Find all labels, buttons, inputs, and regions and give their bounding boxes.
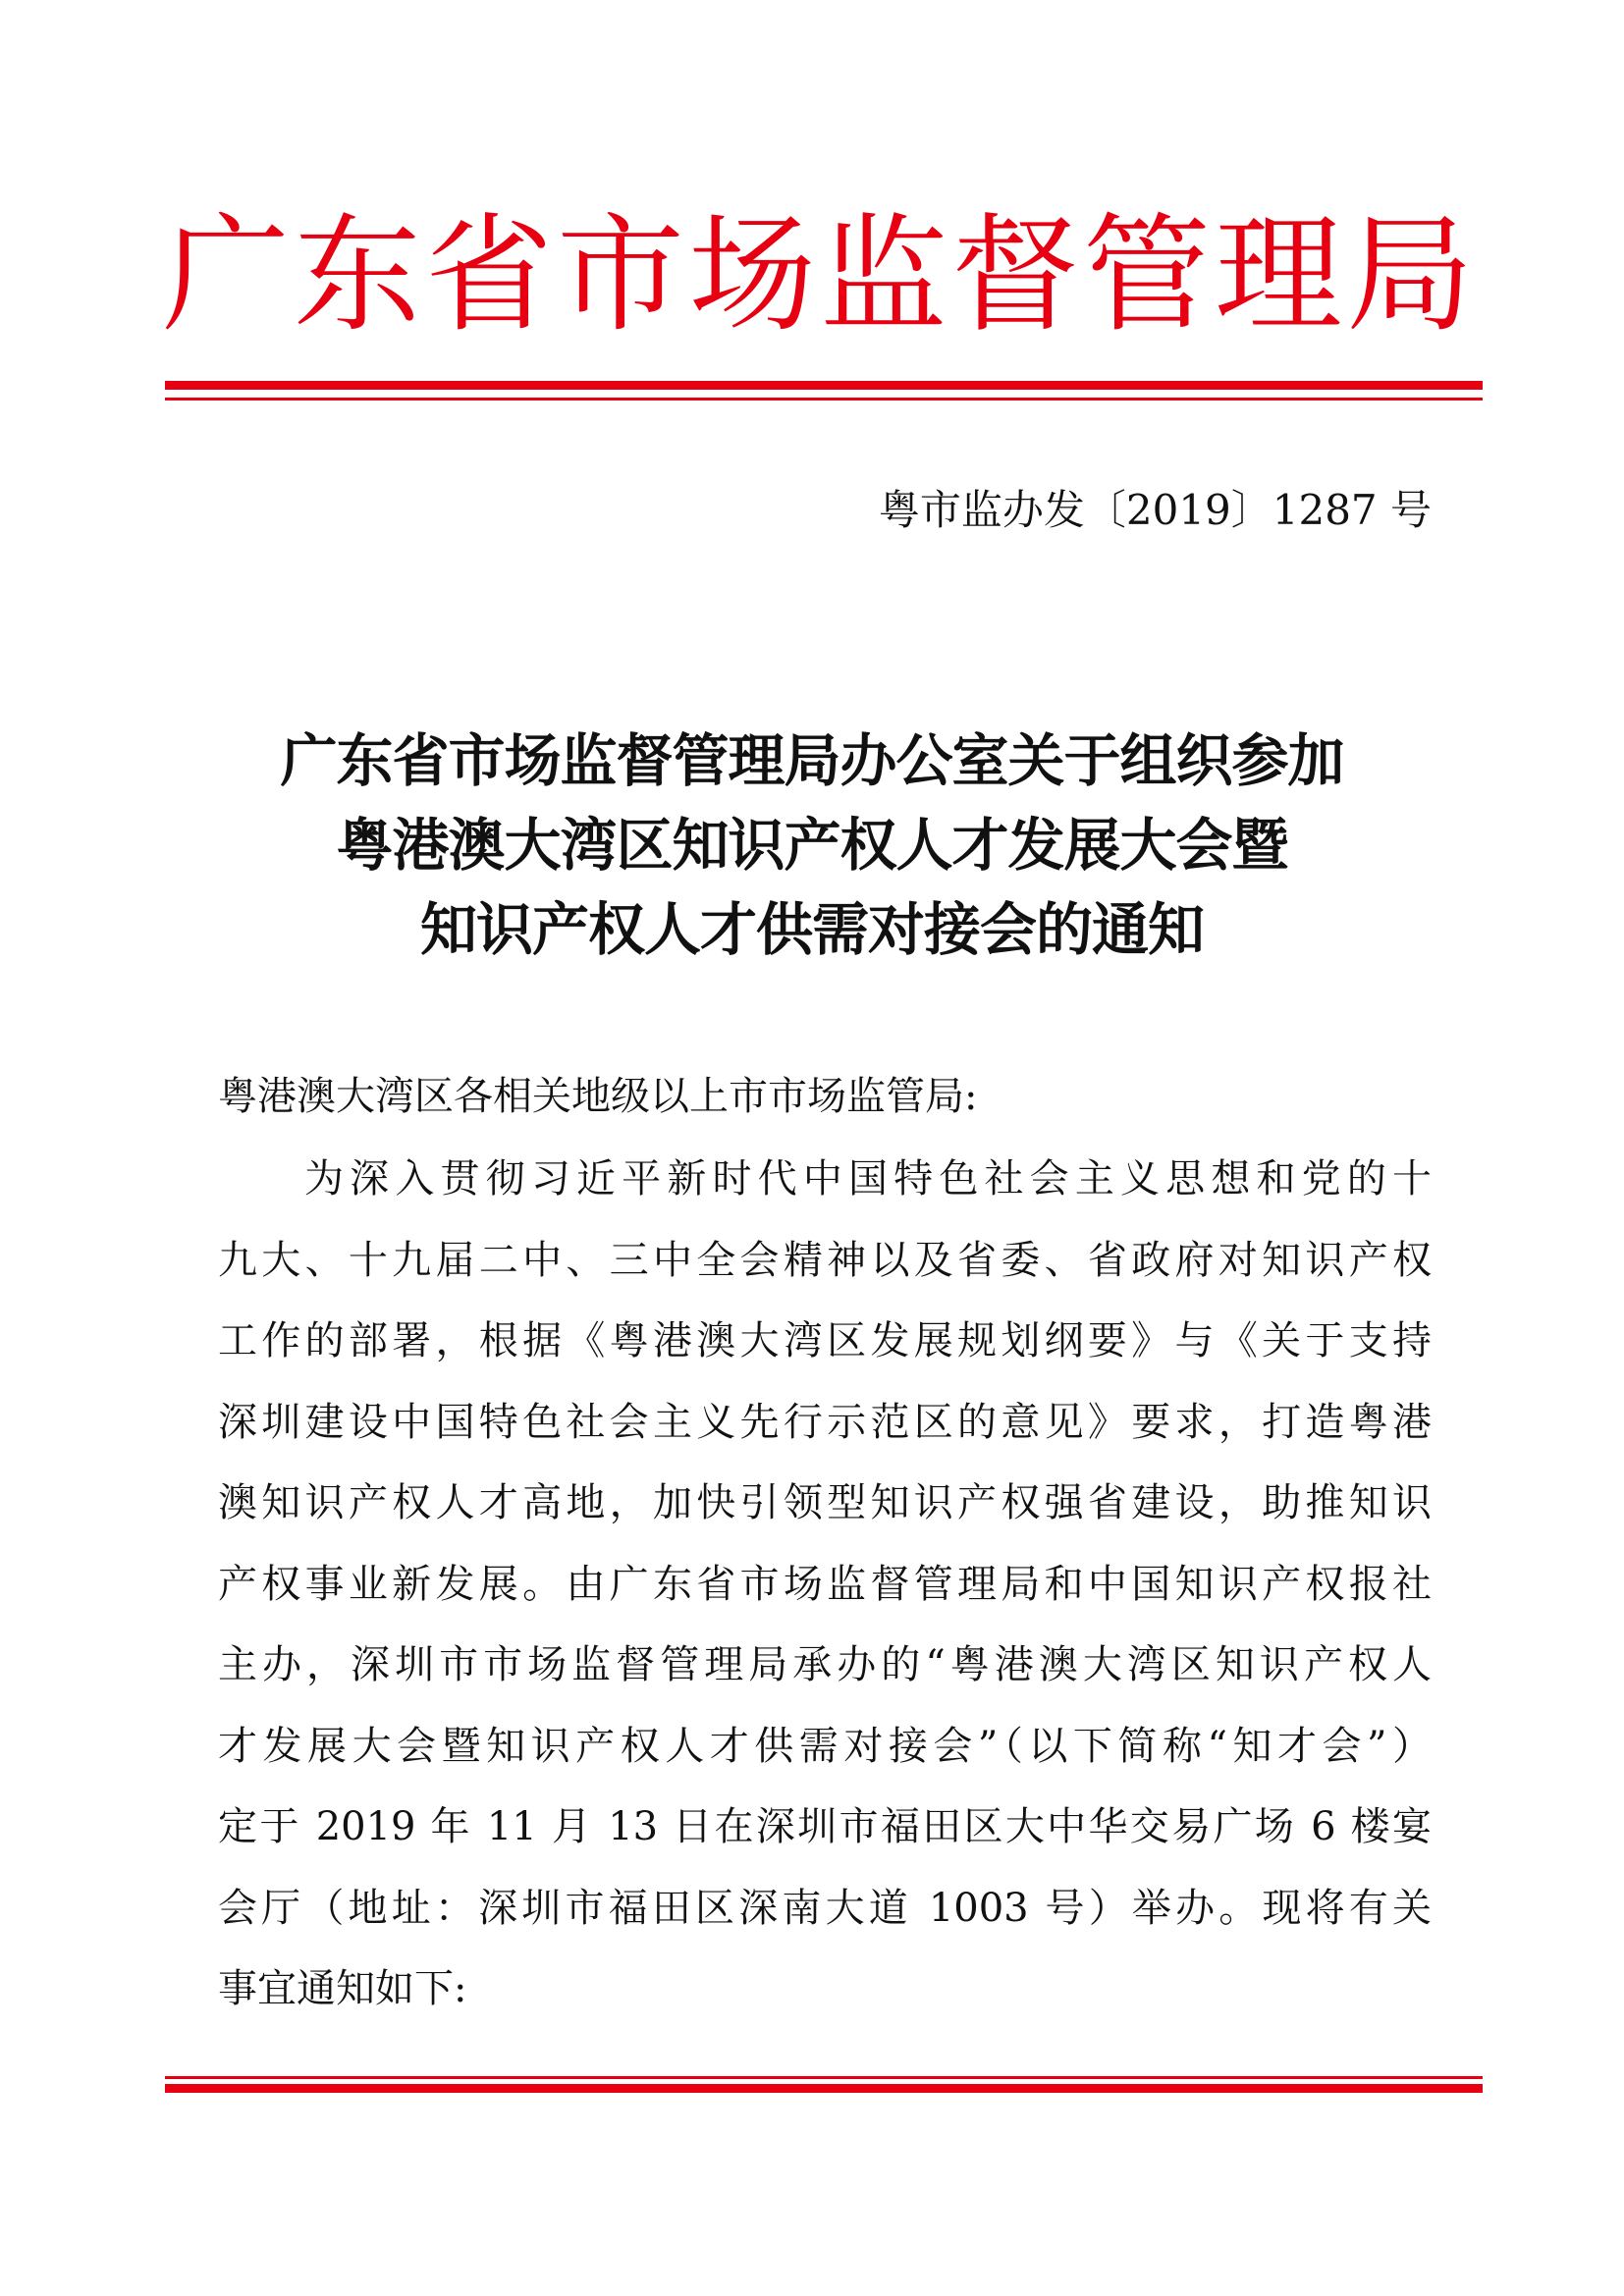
agency-masthead: 广东省市场监督管理局: [162, 200, 1479, 349]
title-line: 广东省市场监督管理局办公室关于组织参加: [280, 727, 1344, 794]
masthead-divider-thick: [165, 381, 1483, 390]
body-line: 九大、十九届二中、三中全会精神以及省委、省政府对知识产权: [218, 1237, 1432, 1283]
body-line: 主办，深圳市市场监督管理局承办的“粤港澳大湾区知识产权人: [218, 1642, 1432, 1687]
body-line: 事宜通知如下:: [218, 1966, 467, 2011]
document-number: 粤市监办发〔2019〕1287 号: [878, 486, 1432, 534]
title-line: 粤港澳大湾区知识产权人才发展大会暨: [336, 812, 1288, 879]
body-line: 深圳建设中国特色社会主义先行示范区的意见》要求，打造粤港: [218, 1399, 1432, 1445]
footer-divider-thick: [165, 2084, 1483, 2093]
body-line: 澳知识产权人才高地，加快引领型知识产权强省建设，助推知识: [218, 1480, 1432, 1525]
body-line: 定于 2019 年 11 月 13 日在深圳市福田区大中华交易广场 6 楼宴: [218, 1804, 1432, 1849]
body-line: 产权事业新发展。由广东省市场监督管理局和中国知识产权报社: [218, 1561, 1432, 1607]
body-line: 工作的部署，根据《粤港澳大湾区发展规划纲要》与《关于支持: [218, 1318, 1432, 1363]
footer-divider-thin: [165, 2076, 1483, 2079]
body-line: 为深入贯彻习近平新时代中国特色社会主义思想和党的十: [304, 1156, 1432, 1201]
masthead-divider-thin: [165, 398, 1483, 400]
body-line: 才发展大会暨知识产权人才供需对接会”（以下简称“知才会”）: [218, 1723, 1432, 1769]
title-line: 知识产权人才供需对接会的通知: [419, 896, 1204, 963]
salutation: 粤港澳大湾区各相关地级以上市市场监管局:: [218, 1074, 978, 1119]
body-paragraph: [218, 1139, 1432, 2030]
document-title: [157, 719, 1467, 972]
body-line: 会厅（地址：深圳市福田区深南大道 1003 号）举办。现将有关: [218, 1885, 1432, 1931]
